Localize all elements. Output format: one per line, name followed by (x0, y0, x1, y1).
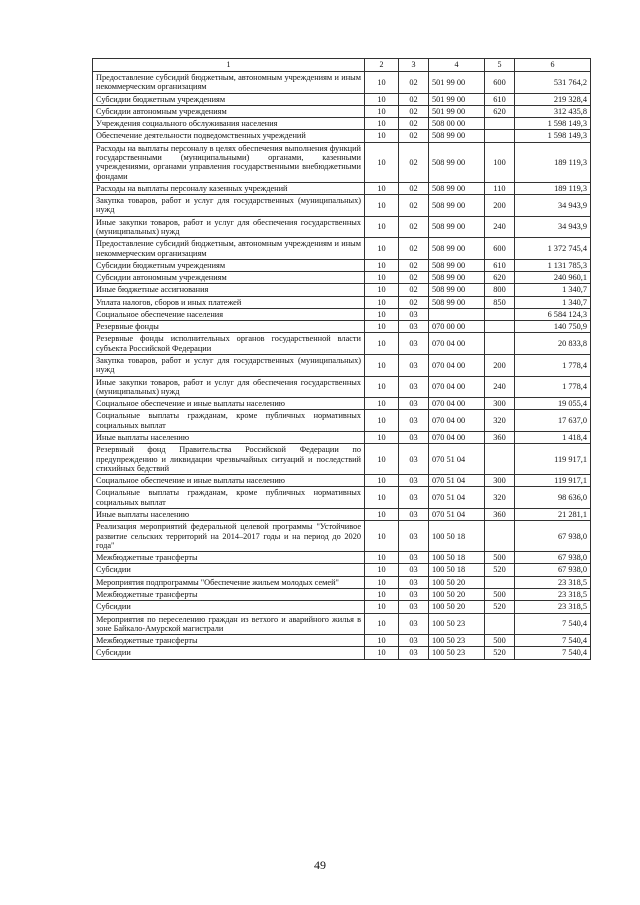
section-code: 10 (365, 238, 399, 260)
row-label: Резервные фонды исполнительных органов государственной власти субъекта Российской Федерации (93, 333, 365, 355)
section-code: 10 (365, 284, 399, 296)
row-label: Мероприятия подпрограммы "Обеспечение жильем молодых семей" (93, 576, 365, 588)
row-label: Резервный фонд Правительства Российской Федерации по предупреждению и ликвидации чрезвычайных ситуаций и последствий стихийных бедствий (93, 444, 365, 475)
section-code: 10 (365, 444, 399, 475)
amount: 1 598 149,3 (515, 130, 591, 142)
amount: 67 938,0 (515, 521, 591, 552)
header-col-1: 1 (93, 59, 365, 72)
table-row (93, 296, 591, 308)
subsection-code: 02 (399, 72, 429, 94)
table-row (93, 72, 591, 94)
subsection-code: 02 (399, 216, 429, 238)
amount: 7 540,4 (515, 647, 591, 659)
table-header-row (93, 59, 591, 72)
subsection-code: 03 (399, 647, 429, 659)
target-article-code: 070 51 04 (429, 444, 485, 475)
expense-type-code (485, 321, 515, 333)
target-article-code: 508 99 00 (429, 182, 485, 194)
target-article-code: 100 50 18 (429, 564, 485, 576)
row-label: Закупка товаров, работ и услуг для государственных (муниципальных) нужд (93, 195, 365, 217)
subsection-code: 03 (399, 588, 429, 600)
subsection-code: 02 (399, 93, 429, 105)
subsection-code: 02 (399, 142, 429, 182)
amount: 23 318,5 (515, 601, 591, 613)
amount: 219 328,4 (515, 93, 591, 105)
amount: 7 540,4 (515, 613, 591, 635)
amount: 240 960,1 (515, 272, 591, 284)
subsection-code: 03 (399, 376, 429, 398)
target-article-code: 508 99 00 (429, 142, 485, 182)
subsection-code: 03 (399, 635, 429, 647)
subsection-code: 02 (399, 259, 429, 271)
table-row (93, 216, 591, 238)
subsection-code: 03 (399, 432, 429, 444)
subsection-code: 03 (399, 487, 429, 509)
expense-type-code: 240 (485, 216, 515, 238)
header-col-3: 3 (399, 59, 429, 72)
expense-type-code (485, 613, 515, 635)
table-row (93, 105, 591, 117)
section-code: 10 (365, 588, 399, 600)
table-row (93, 93, 591, 105)
target-article-code: 100 50 18 (429, 552, 485, 564)
expense-type-code: 500 (485, 635, 515, 647)
amount: 6 584 124,3 (515, 308, 591, 320)
subsection-code: 03 (399, 444, 429, 475)
target-article-code: 508 99 00 (429, 195, 485, 217)
amount: 531 764,2 (515, 72, 591, 94)
target-article-code: 070 04 00 (429, 333, 485, 355)
table-row (93, 308, 591, 320)
expense-type-code (485, 118, 515, 130)
subsection-code: 03 (399, 475, 429, 487)
subsection-code: 03 (399, 410, 429, 432)
subsection-code: 02 (399, 130, 429, 142)
expense-type-code (485, 444, 515, 475)
target-article-code: 100 50 20 (429, 601, 485, 613)
amount: 1 340,7 (515, 296, 591, 308)
row-label: Расходы на выплаты персоналу в целях обеспечения выполнения функций государственными (муниципальными) органами, казенными учреждениями, органами управления государственными внебюджетными фондами (93, 142, 365, 182)
subsection-code: 03 (399, 508, 429, 520)
table-row (93, 444, 591, 475)
amount: 34 943,9 (515, 216, 591, 238)
section-code: 10 (365, 216, 399, 238)
table-row (93, 410, 591, 432)
expense-type-code: 500 (485, 588, 515, 600)
target-article-code: 070 04 00 (429, 376, 485, 398)
section-code: 10 (365, 93, 399, 105)
target-article-code (429, 308, 485, 320)
target-article-code: 501 99 00 (429, 93, 485, 105)
expense-type-code: 320 (485, 487, 515, 509)
expense-type-code: 360 (485, 432, 515, 444)
section-code: 10 (365, 613, 399, 635)
section-code: 10 (365, 308, 399, 320)
amount: 67 938,0 (515, 552, 591, 564)
expense-type-code: 610 (485, 259, 515, 271)
amount: 312 435,8 (515, 105, 591, 117)
table-row (93, 333, 591, 355)
section-code: 10 (365, 376, 399, 398)
subsection-code: 03 (399, 564, 429, 576)
section-code: 10 (365, 195, 399, 217)
subsection-code: 03 (399, 613, 429, 635)
row-label: Закупка товаров, работ и услуг для государственных (муниципальных) нужд (93, 355, 365, 377)
subsection-code: 02 (399, 272, 429, 284)
table-row (93, 647, 591, 659)
table-row (93, 355, 591, 377)
expense-type-code (485, 333, 515, 355)
expense-type-code: 500 (485, 552, 515, 564)
section-code: 10 (365, 521, 399, 552)
amount: 21 281,1 (515, 508, 591, 520)
target-article-code: 070 51 04 (429, 487, 485, 509)
subsection-code: 02 (399, 284, 429, 296)
table-row (93, 564, 591, 576)
table-row (93, 601, 591, 613)
expense-type-code: 620 (485, 272, 515, 284)
section-code: 10 (365, 647, 399, 659)
amount: 1 778,4 (515, 376, 591, 398)
table-body (93, 72, 591, 660)
target-article-code: 070 51 04 (429, 508, 485, 520)
amount: 1 418,4 (515, 432, 591, 444)
target-article-code: 070 00 00 (429, 321, 485, 333)
target-article-code: 501 99 00 (429, 72, 485, 94)
table-row (93, 475, 591, 487)
table-row (93, 635, 591, 647)
row-label: Межбюджетные трансферты (93, 635, 365, 647)
row-label: Субсидии бюджетным учреждениям (93, 259, 365, 271)
amount: 1 131 785,3 (515, 259, 591, 271)
expense-type-code: 850 (485, 296, 515, 308)
table-row (93, 487, 591, 509)
section-code: 10 (365, 564, 399, 576)
target-article-code: 508 00 00 (429, 118, 485, 130)
row-label: Социальное обеспечение населения (93, 308, 365, 320)
amount: 7 540,4 (515, 635, 591, 647)
expense-type-code: 110 (485, 182, 515, 194)
subsection-code: 03 (399, 321, 429, 333)
row-label: Обеспечение деятельности подведомственных учреждений (93, 130, 365, 142)
target-article-code: 070 04 00 (429, 398, 485, 410)
amount: 1 340,7 (515, 284, 591, 296)
row-label: Иные выплаты населению (93, 432, 365, 444)
row-label: Социальное обеспечение и иные выплаты населению (93, 475, 365, 487)
target-article-code: 508 99 00 (429, 272, 485, 284)
section-code: 10 (365, 576, 399, 588)
section-code: 10 (365, 118, 399, 130)
table-row (93, 238, 591, 260)
section-code: 10 (365, 142, 399, 182)
row-label: Предоставление субсидий бюджетным, автономным учреждениям и иным некоммерческим организациям (93, 72, 365, 94)
subsection-code: 03 (399, 576, 429, 588)
row-label: Межбюджетные трансферты (93, 588, 365, 600)
section-code: 10 (365, 398, 399, 410)
amount: 20 833,8 (515, 333, 591, 355)
expense-type-code: 800 (485, 284, 515, 296)
section-code: 10 (365, 432, 399, 444)
subsection-code: 02 (399, 296, 429, 308)
row-label: Межбюджетные трансферты (93, 552, 365, 564)
amount: 98 636,0 (515, 487, 591, 509)
expense-type-code: 360 (485, 508, 515, 520)
row-label: Субсидии (93, 601, 365, 613)
section-code: 10 (365, 487, 399, 509)
amount: 119 917,1 (515, 475, 591, 487)
expense-type-code: 240 (485, 376, 515, 398)
expense-type-code (485, 308, 515, 320)
page-number: 49 (314, 858, 326, 872)
section-code: 10 (365, 321, 399, 333)
section-code: 10 (365, 508, 399, 520)
target-article-code: 508 99 00 (429, 238, 485, 260)
row-label: Предоставление субсидий бюджетным, автономным учреждениям и иным некоммерческим организациям (93, 238, 365, 260)
table-row (93, 588, 591, 600)
expense-type-code: 300 (485, 475, 515, 487)
amount: 1 598 149,3 (515, 118, 591, 130)
target-article-code: 508 99 00 (429, 216, 485, 238)
amount: 19 055,4 (515, 398, 591, 410)
target-article-code: 070 04 00 (429, 355, 485, 377)
amount: 119 917,1 (515, 444, 591, 475)
table-row (93, 284, 591, 296)
section-code: 10 (365, 272, 399, 284)
table-row (93, 508, 591, 520)
subsection-code: 03 (399, 601, 429, 613)
section-code: 10 (365, 410, 399, 432)
target-article-code: 070 04 00 (429, 432, 485, 444)
target-article-code: 100 50 20 (429, 576, 485, 588)
subsection-code: 03 (399, 355, 429, 377)
row-label: Мероприятия по переселению граждан из ветхого и аварийного жилья в зоне Байкало-Амурской магистрали (93, 613, 365, 635)
amount: 23 318,5 (515, 588, 591, 600)
amount: 67 938,0 (515, 564, 591, 576)
subsection-code: 02 (399, 195, 429, 217)
amount: 17 637,0 (515, 410, 591, 432)
expense-type-code: 100 (485, 142, 515, 182)
table-row (93, 195, 591, 217)
row-label: Субсидии автономным учреждениям (93, 272, 365, 284)
table-row (93, 398, 591, 410)
table-row (93, 432, 591, 444)
row-label: Социальное обеспечение и иные выплаты населению (93, 398, 365, 410)
expense-type-code: 200 (485, 195, 515, 217)
table-row (93, 259, 591, 271)
section-code: 10 (365, 601, 399, 613)
header-col-5: 5 (485, 59, 515, 72)
expense-type-code: 300 (485, 398, 515, 410)
subsection-code: 03 (399, 521, 429, 552)
section-code: 10 (365, 552, 399, 564)
subsection-code: 03 (399, 308, 429, 320)
section-code: 10 (365, 635, 399, 647)
target-article-code: 508 99 00 (429, 259, 485, 271)
subsection-code: 03 (399, 552, 429, 564)
expense-type-code: 620 (485, 105, 515, 117)
section-code: 10 (365, 259, 399, 271)
expense-type-code: 610 (485, 93, 515, 105)
section-code: 10 (365, 355, 399, 377)
amount: 189 119,3 (515, 142, 591, 182)
expense-type-code (485, 130, 515, 142)
subsection-code: 03 (399, 333, 429, 355)
amount: 189 119,3 (515, 182, 591, 194)
subsection-code: 02 (399, 105, 429, 117)
expense-type-code (485, 576, 515, 588)
expense-type-code: 520 (485, 564, 515, 576)
row-label: Резервные фонды (93, 321, 365, 333)
target-article-code: 100 50 23 (429, 647, 485, 659)
row-label: Социальные выплаты гражданам, кроме публичных нормативных социальных выплат (93, 487, 365, 509)
table-row (93, 130, 591, 142)
row-label: Субсидии бюджетным учреждениям (93, 93, 365, 105)
section-code: 10 (365, 182, 399, 194)
subsection-code: 02 (399, 118, 429, 130)
subsection-code: 02 (399, 182, 429, 194)
table-row (93, 613, 591, 635)
amount: 140 750,9 (515, 321, 591, 333)
table-row (93, 182, 591, 194)
row-label: Социальные выплаты гражданам, кроме публичных нормативных социальных выплат (93, 410, 365, 432)
amount: 1 778,4 (515, 355, 591, 377)
table-row (93, 321, 591, 333)
target-article-code: 508 99 00 (429, 284, 485, 296)
table-row (93, 521, 591, 552)
row-label: Субсидии (93, 647, 365, 659)
expense-type-code: 200 (485, 355, 515, 377)
table-row (93, 142, 591, 182)
target-article-code: 508 99 00 (429, 296, 485, 308)
table-row (93, 118, 591, 130)
section-code: 10 (365, 72, 399, 94)
budget-table (92, 58, 591, 660)
header-col-4: 4 (429, 59, 485, 72)
section-code: 10 (365, 475, 399, 487)
target-article-code: 508 99 00 (429, 130, 485, 142)
subsection-code: 02 (399, 238, 429, 260)
section-code: 10 (365, 296, 399, 308)
row-label: Иные закупки товаров, работ и услуг для обеспечения государственных (муниципальных) нужд (93, 376, 365, 398)
row-label: Расходы на выплаты персоналу казенных учреждений (93, 182, 365, 194)
amount: 1 372 745,4 (515, 238, 591, 260)
expense-type-code: 520 (485, 601, 515, 613)
section-code: 10 (365, 105, 399, 117)
subsection-code: 03 (399, 398, 429, 410)
target-article-code: 100 50 23 (429, 613, 485, 635)
row-label: Субсидии (93, 564, 365, 576)
row-label: Уплата налогов, сборов и иных платежей (93, 296, 365, 308)
section-code: 10 (365, 333, 399, 355)
amount: 23 318,5 (515, 576, 591, 588)
row-label: Реализация мероприятий федеральной целевой программы "Устойчивое развитие сельских территорий на 2014–2017 годы и на период до 2020 года" (93, 521, 365, 552)
expense-type-code: 600 (485, 72, 515, 94)
table-row (93, 552, 591, 564)
target-article-code: 100 50 23 (429, 635, 485, 647)
expense-type-code (485, 521, 515, 552)
expense-type-code: 600 (485, 238, 515, 260)
row-label: Иные бюджетные ассигнования (93, 284, 365, 296)
row-label: Учреждения социального обслуживания населения (93, 118, 365, 130)
target-article-code: 070 04 00 (429, 410, 485, 432)
table-row (93, 272, 591, 284)
row-label: Иные закупки товаров, работ и услуг для обеспечения государственных (муниципальных) нужд (93, 216, 365, 238)
row-label: Иные выплаты населению (93, 508, 365, 520)
amount: 34 943,9 (515, 195, 591, 217)
table-row (93, 376, 591, 398)
target-article-code: 100 50 18 (429, 521, 485, 552)
section-code: 10 (365, 130, 399, 142)
table-header (93, 59, 591, 72)
header-col-2: 2 (365, 59, 399, 72)
target-article-code: 501 99 00 (429, 105, 485, 117)
row-label: Субсидии автономным учреждениям (93, 105, 365, 117)
target-article-code: 100 50 20 (429, 588, 485, 600)
expense-type-code: 320 (485, 410, 515, 432)
target-article-code: 070 51 04 (429, 475, 485, 487)
expense-type-code: 520 (485, 647, 515, 659)
header-col-6: 6 (515, 59, 591, 72)
table-row (93, 576, 591, 588)
